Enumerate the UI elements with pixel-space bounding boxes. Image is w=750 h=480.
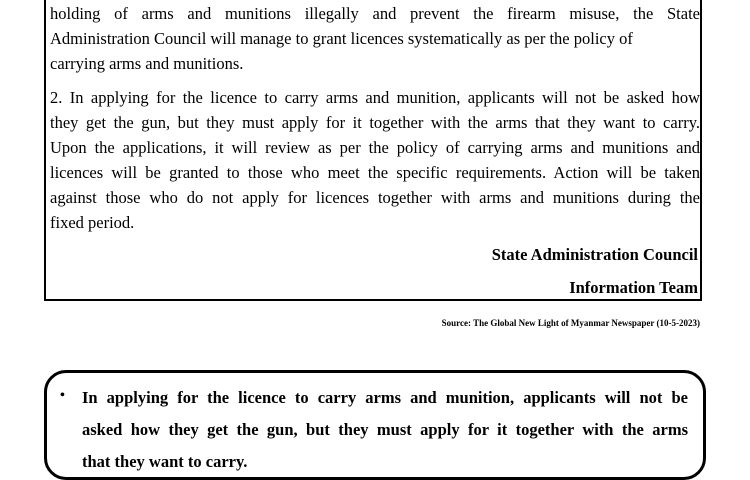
paragraph-line: Upon the applications, it will review as per the policy of carrying arms and munitions and xyxy=(50,138,700,157)
signature-organization: State Administration Council xyxy=(491,245,698,264)
paragraph-line: carrying arms and munitions. xyxy=(50,54,244,73)
bullet-icon: • xyxy=(60,388,65,403)
paragraph-line: holding of arms and munitions illegally and prevent the firearm misuse, the State xyxy=(50,4,700,23)
paragraph-line: 2. In applying for the licence to carry arms and munition, applicants will not be asked how xyxy=(50,88,700,107)
paragraph-line: fixed period. xyxy=(50,213,135,232)
signature-team: Information Team xyxy=(569,278,698,297)
highlight-line: that they want to carry. xyxy=(82,452,248,471)
paragraph-line: against those who do not apply for licences together with arms and munitions during the xyxy=(50,188,700,207)
highlight-line: asked how they get the gun, but they must apply for it together with the arms xyxy=(82,420,688,439)
highlight-line: In applying for the licence to carry arms and munition, applicants will not be xyxy=(82,388,688,407)
paragraph-line: licences will be granted to those who meet the specific requirements. Action will be taken xyxy=(50,163,700,182)
paragraph-line: Administration Council will manage to grant licences systematically as per the policy of xyxy=(50,29,633,48)
paragraph-line: they get the gun, but they must apply for it together with the arms that they want to carry. xyxy=(50,113,700,132)
source-citation: Source: The Global New Light of Myanmar Newspaper (10-5-2023) xyxy=(441,318,700,328)
